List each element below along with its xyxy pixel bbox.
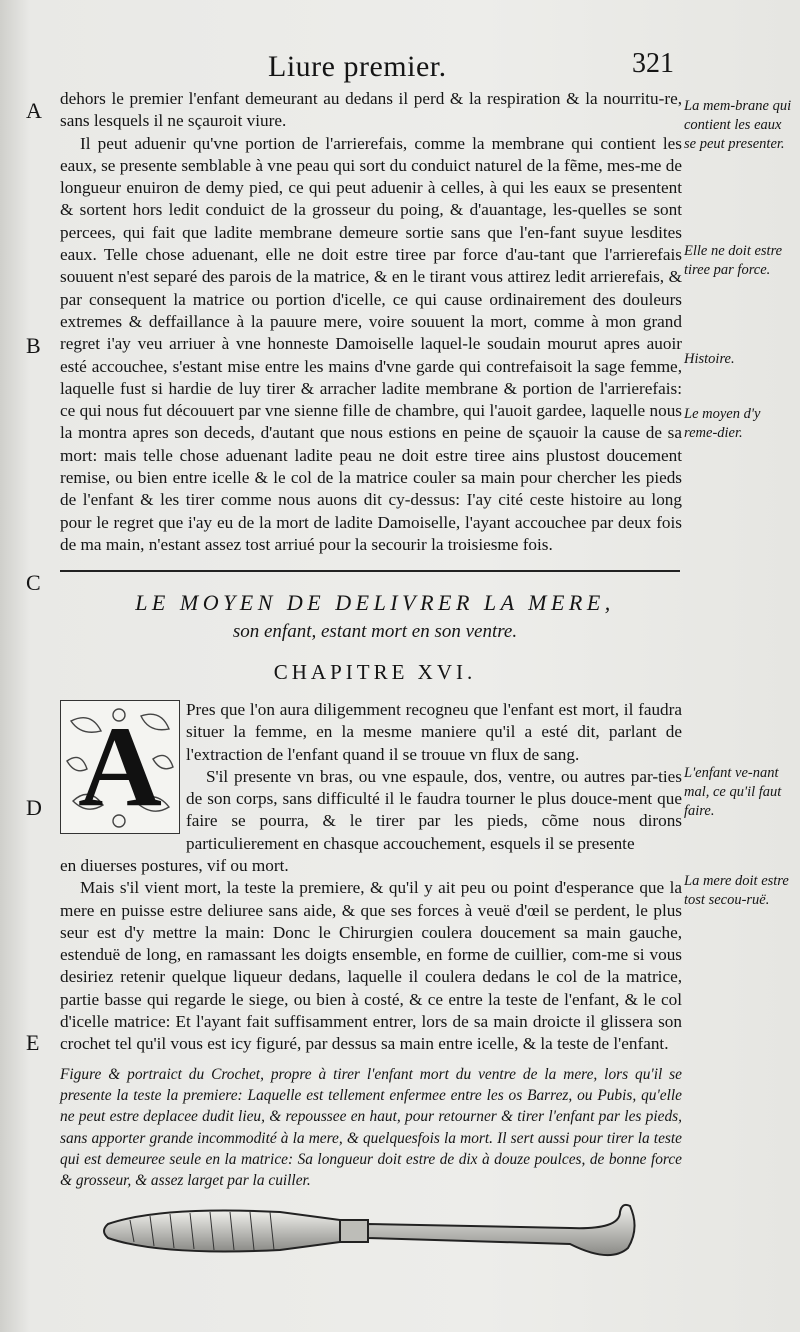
chapter-heading: LE MOYEN DE DELIVRER LA MERE, bbox=[135, 590, 615, 615]
section-2-text bbox=[60, 855, 682, 1056]
side-note-enfant-mal: L'enfant ve-nant mal, ce qu'il faut faire. bbox=[684, 765, 782, 819]
paragraph: en diuerses postures, vif ou mort. bbox=[60, 856, 289, 875]
margin-letter-b: B bbox=[26, 333, 41, 358]
figure-caption: Figure & portraict du Crochet, propre à tirer l'enfant mort du ventre de la mere, lors qu'il se presente la teste la premiere: Laquelle est tellement enfermee entre les os Barrez, ou Pubis, qu'elle ne peut estre deplacee dudit lieu, & repoussee en haut, pour retourner & tirer l'enfant par les pieds, sans apporter grande incommodité à la mere, & quelquesfois la mort. Il sert aussi pour tirer la teste qui est demeuree seule en la matrice: Sa longueur doit estre de dix à douze poulces, de bonne force & grosseur, & assez larget par la cuiller. bbox=[60, 1066, 682, 1190]
section-divider bbox=[60, 570, 680, 572]
side-note-remedier: Le moyen d'y reme-dier. bbox=[684, 406, 761, 441]
margin-letter-e: E bbox=[26, 1030, 40, 1055]
side-note-force: Elle ne doit estre tiree par force. bbox=[684, 243, 783, 278]
drop-cap-letter: A bbox=[78, 703, 162, 831]
paragraph: dehors le premier l'enfant demeurant au dedans il perd & la respiration & la nourritu-re, sans lesquels il ne sçauroit viure. bbox=[60, 89, 682, 131]
side-note-membrane: La mem-brane qui contient les eaux se peut presenter. bbox=[684, 98, 792, 152]
margin-letter-d: D bbox=[26, 795, 42, 820]
side-note-histoire: Histoire. bbox=[684, 351, 735, 367]
margin-letter-c: C bbox=[26, 570, 41, 595]
ornamental-drop-cap bbox=[60, 700, 180, 834]
chapter-number: CHAPITRE XVI. bbox=[273, 660, 477, 684]
paragraph: Pres que l'on aura diligemment recogneu que l'enfant est mort, il faudra situer la femme, en la mesme maniere qu'il a esté dit, parlant de l'extraction de l'enfant quand il se trouue vn flux de sang. bbox=[186, 700, 682, 764]
crochet-hook-icon bbox=[100, 1198, 660, 1272]
side-note-mere-secourue: La mere doit estre tost secou-ruë. bbox=[684, 873, 789, 908]
paragraph: Il peut aduenir qu'vne portion de l'arrierefais, comme la membrane qui contient les eaux, se presente semblable à vne peau qui sort du conduict naturel de la fẽme, mes-me de longueur enuiron de demy pied, ce qui peut aduenir à celles, à qui les eaux se presentent & sortent hors ledit conduict de la grosseur du poing, & d'auantage, les-quelles se sont percees, qui fait que ladite membrane demeure sortie sans que l'en-fant suyue lesdites eaux. Telle chose aduenant, elle ne doit estre tiree par force d'au-tant que l'arrierefais souuent n'est separé des parois de la matrice, & en le tirant vous attirez ledit arrierefais, & par consequent la matrice ou portion d'icelle, ce qui cause ordinairement des douleurs extremes & deffaillance à la pauure mere, voire souuent la mort, comme à mon grand regret i'ay veu arriuer à vne honneste Damoiselle laquel-le soudain mourut apres auoir esté accouchee, s'estant mise entre les mains d'vne garde qui contrefaisoit la sage femme, laquelle fust si hardie de luy tirer & arracher ladite membrane & portion de l'arrierefais: ce qui nous fut découuert par vne sienne fille de chambre, qui l'auoit gardee, laquelle nous la montra apres son deceds, d'autant que nous estions en peine de sçauoir la cause de sa mort: mais telle chose aduenant ladite peau ne doit estre tiree ains plustost doucement remise, ou bien entre icelle & le col de la matrice couler sa main pour chercher les pieds de l'enfant & les tirer comme nous auons dit cy-dessus: I'ay cité ceste histoire au long pour le regret que i'ay eu de la mort de ladite Damoiselle, l'ayant accouchee par deux fois de ma main, n'estant assez tost arriué pour la secourir la troisiesme fois. bbox=[60, 133, 682, 554]
margin-letter-a: A bbox=[26, 98, 42, 123]
page-number: 321 bbox=[632, 48, 674, 79]
section-1-text bbox=[60, 88, 682, 556]
chapter-subheading: son enfant, estant mort en son ventre. bbox=[232, 621, 518, 642]
paragraph: Mais s'il vient mort, la teste la premiere, & qu'il y ait peu ou point d'esperance que la mere en puisse estre deliuree sans aide, & que ses forces à veuë d'œil se perdent, le plus seur est d'y mettre la main: Donc le Chirurgien coulera doucement sa main gauche, estenduë de long, en ramassant les doigts ensemble, en forme de cuillier, com-me si vous desiriez retenir quelque liqueur dedans, laquelle il coulera dedans le col de la matrice, partie basse qui regarde le siege, ou bien à costé, & ce entre la teste de l'enfant, & le col d'icelle matrice: Et l'ayant fait suffisamment entrer, lors de sa main droicte il glissera son crochet tel qu'il vous est icy figuré, par dessus sa main entre icelle, & la teste de l'enfant. bbox=[60, 878, 682, 1054]
paragraph: S'il presente vn bras, ou vne espaule, dos, ventre, ou autres par-ties de son corps, sans difficulté il le faudra tourner le plus douce-ment que faire se pourra, & le tirer par les pieds, cõme nous dirons particulierement en chasque accouchement, esquels il se presente bbox=[186, 766, 682, 853]
section-2-opening bbox=[186, 699, 682, 855]
running-title: Liure premier. bbox=[268, 50, 447, 83]
